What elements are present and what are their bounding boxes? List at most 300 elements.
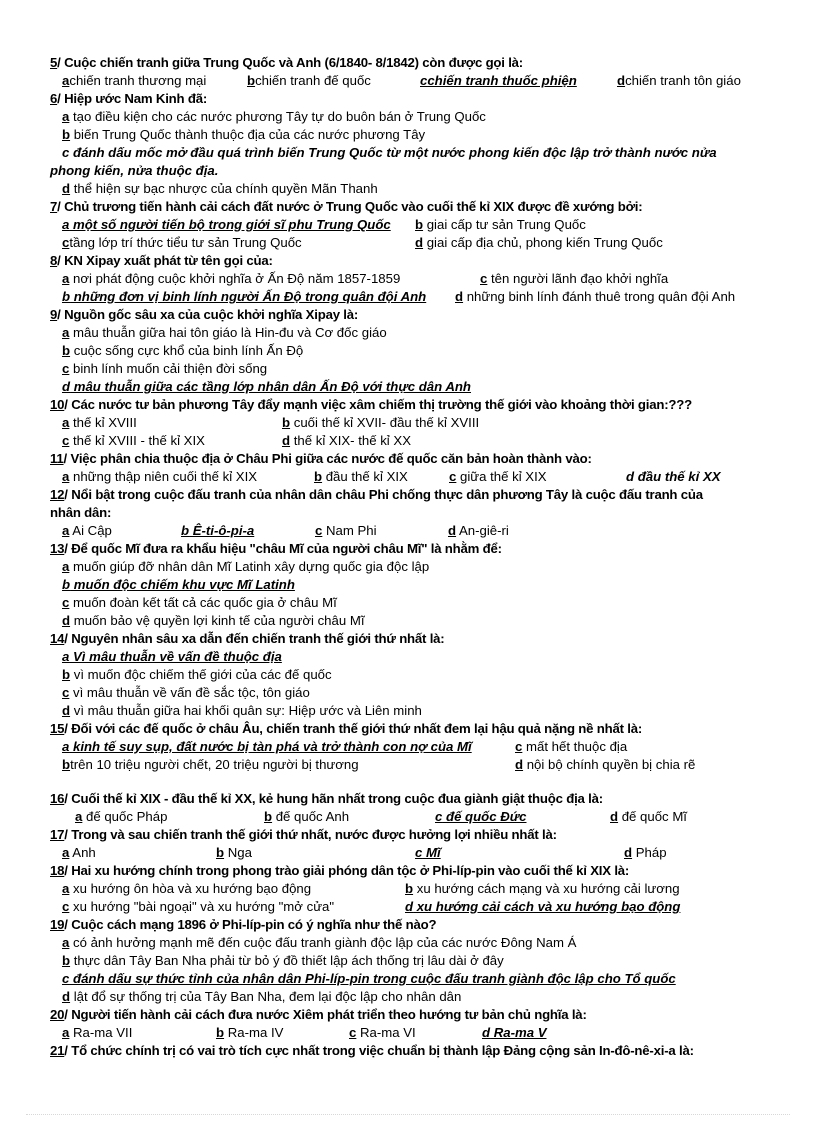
option-letter: a [62,935,70,950]
question-stem: nhân dân: [50,505,112,520]
answer-option [62,1024,132,1042]
answer-option [405,880,680,898]
option-letter: b [62,953,71,968]
option-letter: a [62,217,70,232]
question-text [50,306,358,324]
question-line [0,306,816,324]
answer-option-correct [62,576,295,594]
answer-option [515,756,695,774]
answer-option [62,126,425,144]
question-line [0,630,816,648]
option-text: đế quốc Mĩ [618,809,687,824]
option-letter: b [62,757,71,772]
answer-option [216,844,252,862]
option-text: An-giê-ri [456,523,509,538]
option-text: cuối thế kỉ XVII- đầu thế kỉ XVIII [290,415,480,430]
option-letter: c [62,235,70,250]
answer-option [62,612,365,630]
question-number: 12 [50,487,65,502]
answer-option [62,72,206,90]
options-line [0,468,816,486]
question-line [0,396,816,414]
option-letter: b [314,469,323,484]
options-line [0,342,816,360]
option-text: chiến tranh thương mại [69,73,207,88]
question-number: 14 [50,631,65,646]
question-stem: / Cuối thế kỉ XIX - đầu thế kỉ XX, kẻ hung hãn nhất trong cuộc đua giành giật thuộc địa là: [64,791,603,806]
option-text: Ra-ma V [490,1025,547,1040]
option-letter: c [62,685,70,700]
option-text: xu hướng ôn hòa và xu hướng bạo động [69,881,312,896]
question-line [0,90,816,108]
answer-option [610,808,687,826]
question-number: 8 [50,253,58,268]
options-line [0,270,816,288]
option-text: giai cấp địa chủ, phong kiến Trung Quốc [423,235,663,250]
options-line [0,808,816,826]
answer-option [62,702,422,720]
answer-option [62,952,504,970]
question-line [0,540,816,558]
question-number: 20 [50,1007,65,1022]
options-line [0,432,816,450]
question-text [50,396,692,414]
option-text: xu hướng cách mạng và xu hướng cải lương [413,881,680,896]
option-text: những đơn vị binh lính người Ấn Độ trong quân đội Anh [70,289,427,304]
option-text: vì mâu thuẫn giữa hai khối quân sự: Hiệp ước và Liên minh [70,703,422,718]
option-letter: a [75,809,83,824]
option-letter: d [282,433,291,448]
options-line [0,576,816,594]
option-text: tạo điều kiện cho các nước phương Tây tự do buôn bán ở Trung Quốc [69,109,486,124]
answer-option [62,666,332,684]
options-line [0,1024,816,1042]
option-text: Ra-ma IV [224,1025,284,1040]
answer-option-correct [405,898,680,916]
options-line [0,522,816,540]
question-number: 16 [50,791,65,806]
option-letter: c [349,1025,357,1040]
answer-option [62,270,400,288]
question-stem: / Để quốc Mĩ đưa ra khẩu hiệu "châu Mĩ của người châu Mĩ" là nhằm để: [64,541,502,556]
answer-option [62,558,429,576]
option-text: Nga [224,845,252,860]
option-text: muốn giúp đỡ nhân dân Mĩ Latinh xây dựng quốc gia độc lập [69,559,430,574]
option-letter: c [62,971,70,986]
question-stem: / Người tiến hành cải cách đưa nước Xiêm phát triển theo hướng tư bản chủ nghĩa là: [64,1007,587,1022]
option-letter: d [62,703,71,718]
option-text: chiến tranh thuốc phiện [427,73,577,88]
option-text: Anh [69,845,96,860]
option-letter: a [62,469,70,484]
option-text: tên người lãnh đạo khởi nghĩa [487,271,669,286]
question-stem: / Cuộc chiến tranh giữa Trung Quốc và Anh (6/1840- 8/1842) còn được gọi là: [57,55,523,70]
options-line [0,414,816,432]
option-letter: a [62,881,70,896]
answer-option [480,270,668,288]
question-text [50,790,603,808]
question-text [50,54,523,72]
answer-option [62,844,96,862]
option-text: vì mâu thuẫn về vấn đề sắc tộc, tôn giáo [69,685,310,700]
option-letter: d [617,73,626,88]
answer-option-correct [415,844,441,862]
question-number: 11 [50,451,64,466]
answer-option [455,288,735,306]
options-line [0,162,816,180]
option-letter: b [181,523,190,538]
question-number: 7 [50,199,58,214]
option-letter: c [415,845,423,860]
question-line [0,916,816,934]
option-text: chiến tranh tôn giáo [625,73,741,88]
answer-option-correct [62,738,472,756]
option-text: Ra-ma VI [356,1025,416,1040]
page-bottom-rule [26,1114,790,1115]
answer-option [315,522,377,540]
question-line [0,862,816,880]
option-letter: b [62,577,71,592]
option-letter: a [62,109,70,124]
options-line [0,126,816,144]
options-line [0,234,816,252]
question-text [50,1006,587,1024]
answer-option-correct [62,288,426,306]
option-letter: a [62,271,70,286]
answer-option [448,522,509,540]
option-text: Ai Cập [69,523,112,538]
question-stem: / Chủ trương tiến hành cải cách đất nước ở Trung Quốc vào cuối thế kỉ XIX được đề xướng bởi: [57,199,643,214]
question-number: 19 [50,917,65,932]
question-number: 15 [50,721,65,736]
question-number: 13 [50,541,65,556]
answer-option [62,234,302,252]
option-text: đánh dấu mốc mở đầu quá trình biến Trung Quốc từ một nước phong kiến độc lập trở thành nước nửa [69,145,717,160]
question-text [50,826,557,844]
options-line [0,594,816,612]
option-letter: d [624,845,633,860]
option-text: đế quốc Đức [442,809,527,824]
answer-option [415,234,663,252]
option-letter: c [420,73,428,88]
options-line [0,108,816,126]
answer-option [62,324,387,342]
answer-option-correct [626,468,721,486]
question-line [0,198,816,216]
option-letter: b [62,127,71,142]
question-number: 21 [50,1043,65,1058]
options-line [0,72,816,90]
options-line [0,216,816,234]
option-text: Pháp [632,845,667,860]
answer-option [62,414,137,432]
options-line [0,648,816,666]
option-text: thế kỉ XVIII - thế kỉ XIX [69,433,205,448]
answer-option [62,468,257,486]
question-continuation [0,504,816,522]
answer-option [515,738,627,756]
question-line [0,486,816,504]
options-line [0,684,816,702]
answer-option [62,684,310,702]
option-letter: a [62,739,70,754]
answer-option [282,414,479,432]
question-stem: / KN Xipay xuất phát từ tên gọi của: [57,253,273,268]
question-text [50,862,629,880]
option-letter: d [626,469,635,484]
option-text: xu hướng "bài ngoại" và xu hướng "mở cửa" [69,899,335,914]
question-stem: / Việc phân chia thuộc địa ở Châu Phi giữa các nước đế quốc căn bản hoàn thành vào: [63,451,592,466]
question-number: 6 [50,91,58,106]
option-letter: d [448,523,457,538]
answer-option [62,342,303,360]
question-text [50,486,703,504]
options-line [0,180,816,198]
option-text: đế quốc Anh [272,809,350,824]
option-text: đánh dấu sự thức tỉnh của nhân dân Phi-líp-pin trong cuộc đấu tranh giành độc lập cho Tổ quốc [69,971,676,986]
answer-option [62,988,461,1006]
answer-option [247,72,371,90]
option-text: có ảnh hưởng mạnh mẽ đến cuộc đấu tranh giành độc lập của các nước Đông Nam Á [69,935,577,950]
answer-option [264,808,349,826]
options-line [0,378,816,396]
answer-option [62,360,267,378]
option-letter: d [62,989,71,1004]
question-stem: / Nổi bật trong cuộc đấu tranh của nhân dân châu Phi chống thực dân phương Tây là cuộc đấu tranh của [64,487,703,502]
question-stem: / Đối với các đế quốc ở châu Âu, chiến tranh thế giới thứ nhất đem lại hậu quả nặng nề nhất là: [64,721,643,736]
option-text: Mĩ [422,845,441,860]
option-text: thế kỉ XIX- thế kỉ XX [290,433,411,448]
option-text: những binh lính đánh thuê trong quân đội Anh [463,289,736,304]
answer-option [62,898,334,916]
option-letter: d [62,613,71,628]
options-line [0,666,816,684]
answer-option [62,880,311,898]
option-text: đế quốc Pháp [82,809,168,824]
question-stem: / Các nước tư bản phương Tây đẩy mạnh việc xâm chiếm thị trường thế giới vào khoảng thời gian:??? [64,397,692,412]
options-line [0,144,816,162]
answer-option-correct [62,216,391,234]
option-letter: a [62,523,70,538]
option-letter: a [62,325,70,340]
option-text: chiến tranh đế quốc [255,73,371,88]
option-letter: d [515,757,524,772]
option-letter: c [62,361,70,376]
options-line [0,880,816,898]
option-letter: c [62,433,70,448]
answer-option [62,180,378,198]
option-text: giai cấp tư sản Trung Quốc [423,217,586,232]
question-number: 9 [50,307,58,322]
answer-option [62,108,486,126]
question-stem: / Nguyên nhân sâu xa dẫn đến chiến tranh thế giới thứ nhất là: [64,631,445,646]
answer-option [282,432,411,450]
answer-option [449,468,547,486]
option-text: mất hết thuộc địa [522,739,628,754]
answer-option [75,808,167,826]
option-letter: b [62,343,71,358]
question-stem: / Cuộc cách mạng 1896 ở Phi-líp-pin có ý nghĩa như thế nào? [64,917,437,932]
answer-option [415,216,586,234]
option-text: những thập niên cuối thế kỉ XIX [69,469,258,484]
answer-option-correct [62,144,717,162]
question-text [50,630,445,648]
answer-option [216,1024,283,1042]
options-line [0,324,816,342]
options-line [0,558,816,576]
option-text: nơi phát động cuộc khởi nghĩa ở Ấn Độ năm 1857-1859 [69,271,401,286]
answer-option-correct [62,648,282,666]
option-letter: d [405,899,414,914]
options-line [0,738,816,756]
option-text: trên 10 triệu người chết, 20 triệu người bị thương [70,757,359,772]
option-text: giữa thế kỉ XIX [456,469,547,484]
option-letter: b [415,217,424,232]
option-letter: a [62,845,70,860]
options-line [0,360,816,378]
option-text: Vì mâu thuẫn về vấn đề thuộc địa [69,649,282,664]
question-line [0,790,816,808]
option-text: đầu thế kỉ XX [634,469,721,484]
option-text: biến Trung Quốc thành thuộc địa của các nước phương Tây [70,127,426,142]
options-line [0,612,816,630]
answer-option-correct [50,162,218,180]
option-text: phong kiến, nửa thuộc địa. [50,163,219,178]
option-letter: d [62,379,71,394]
options-line [0,952,816,970]
options-line [0,988,816,1006]
question-number: 18 [50,863,65,878]
option-text: cuộc sống cực khổ của binh lính Ấn Độ [70,343,304,358]
option-letter: b [282,415,291,430]
answer-option [617,72,741,90]
answer-option [62,594,337,612]
answer-option [314,468,408,486]
option-letter: b [216,845,225,860]
question-line [0,720,816,738]
option-letter: d [62,181,71,196]
option-letter: c [449,469,457,484]
option-text: vì muốn độc chiếm thế giới của các đế quốc [70,667,332,682]
option-letter: b [405,881,414,896]
option-letter: c [515,739,523,754]
option-letter: a [62,1025,70,1040]
answer-option-correct [62,378,471,396]
answer-option [349,1024,416,1042]
question-text [50,450,592,468]
option-text: xu hướng cải cách và xu hướng bạo động [413,899,681,914]
option-text: đầu thế kỉ XIX [322,469,408,484]
option-text: thế kỉ XVIII [69,415,137,430]
option-text: mâu thuẫn giữa hai tôn giáo là Hin-đu và Cơ đốc giáo [69,325,387,340]
option-letter: a [62,649,70,664]
option-letter: d [610,809,619,824]
options-line [0,934,816,952]
option-letter: b [62,289,71,304]
option-text: thực dân Tây Ban Nha phải từ bỏ ý đồ thiết lập ách thống trị lâu dài ở đây [70,953,504,968]
option-letter: c [62,145,70,160]
option-letter: a [62,559,70,574]
option-letter: b [264,809,273,824]
option-text: thể hiện sự bạc nhược của chính quyền Mãn Thanh [70,181,378,196]
question-number: 5 [50,55,58,70]
question-stem: / Tổ chức chính trị có vai trò tích cực nhất trong việc chuẩn bị thành lập Đảng cộng sản In-đô-nê-xi-a là: [64,1043,694,1058]
answer-option [62,934,576,952]
option-text: muốn độc chiếm khu vực Mĩ Latinh [70,577,295,592]
option-text: Ra-ma VII [69,1025,133,1040]
answer-option-correct [420,72,577,90]
answer-option [62,756,359,774]
options-line [0,970,816,988]
answer-option-correct [62,970,676,988]
option-letter: c [480,271,488,286]
option-letter: c [315,523,323,538]
question-text [50,916,436,934]
answer-option [62,432,205,450]
options-line [0,844,816,862]
question-number: 10 [50,397,65,412]
question-text [50,720,642,738]
option-letter: a [62,415,70,430]
option-text: mâu thuẫn giữa các tầng lớp nhân dân Ấn Độ với thực dân Anh [70,379,471,394]
option-letter: b [62,667,71,682]
option-text: kinh tế suy sụp, đất nước bị tàn phá và trở thành con nợ của Mĩ [69,739,472,754]
question-text [50,1042,694,1060]
option-text: tầng lớp trí thức tiểu tư sản Trung Quốc [69,235,302,250]
option-letter: c [435,809,443,824]
options-line [0,702,816,720]
question-text [50,90,207,108]
option-text: lật đổ sự thống trị của Tây Ban Nha, đem lại độc lập cho nhân dân [70,989,462,1004]
answer-option [62,522,112,540]
question-stem: / Trong và sau chiến tranh thế giới thứ nhất, nước được hưởng lợi nhiều nhất là: [64,827,557,842]
question-line [0,450,816,468]
question-text [50,540,502,558]
option-letter: d [415,235,424,250]
option-text: Ê-ti-ô-pi-a [189,523,255,538]
answer-option-correct [482,1024,547,1042]
options-line [0,898,816,916]
option-letter: c [62,899,70,914]
options-line [0,288,816,306]
answer-option-correct [435,808,527,826]
option-letter: c [62,595,70,610]
question-text [50,198,642,216]
option-text: muốn bảo vệ quyền lợi kinh tế của người châu Mĩ [70,613,365,628]
option-text: binh lính muốn cải thiện đời sống [69,361,268,376]
question-stem: / Nguồn gốc sâu xa của cuộc khởi nghĩa Xipay là: [57,307,359,322]
question-line [0,1006,816,1024]
question-line [0,252,816,270]
question-line [0,1042,816,1060]
option-letter: b [216,1025,225,1040]
question-line [0,826,816,844]
option-letter: a [62,73,70,88]
answer-option [624,844,667,862]
question-stem: / Hai xu hướng chính trong phong trào giải phóng dân tộc ở Phi-líp-pin vào cuối thế kỉ XIX là: [64,863,630,878]
option-letter: d [482,1025,491,1040]
answer-option-correct [181,522,254,540]
option-text: muốn đoàn kết tất cả các quốc gia ở châu Mĩ [69,595,337,610]
option-text: một số người tiến bộ trong giới sĩ phu Trung Quốc [69,217,391,232]
option-text: nội bộ chính quyền bị chia rẽ [523,757,696,772]
question-stem: / Hiệp ước Nam Kinh đã: [57,91,208,106]
option-letter: b [247,73,256,88]
options-line [0,756,816,774]
question-text [50,252,273,270]
question-line [0,54,816,72]
question-number: 17 [50,827,65,842]
